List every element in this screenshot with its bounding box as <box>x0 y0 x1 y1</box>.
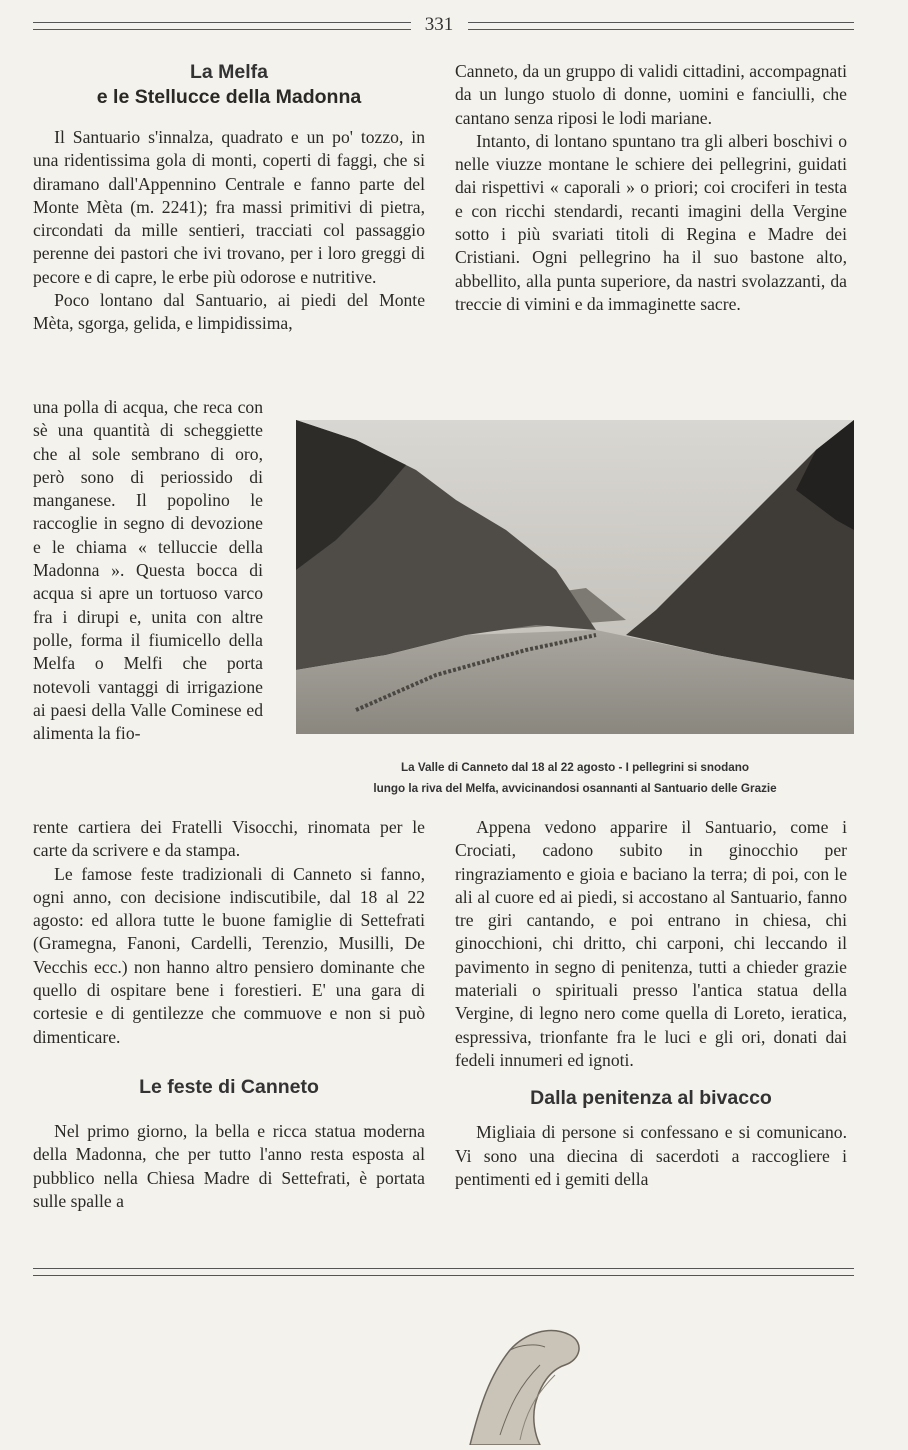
ornament-drawing <box>440 1305 640 1445</box>
left-column-narrow <box>33 396 263 745</box>
header-rule-left <box>33 22 411 30</box>
right-column-bottom <box>455 816 847 1191</box>
decorative-ornament <box>440 1305 640 1445</box>
paragraph: Intanto, di lontano spuntano tra gli alberi boschivi o nelle viuzze montane le schiere dei pellegrini, guidati dai rispettivi « caporali » o priori; coi crociferi in testa e con ricchi stendardi, recanti imagini della Vergine sotto i più svariati titoli di Regina e Madre dei Cristiani. Ogni pellegrino ha il suo bastone alto, abbellito, alla punta superiore, da nastri svolazzanti, da treccie di vimini e da immaginette sacre. <box>455 130 847 314</box>
article-subtitle: e le Stellucce della Madonna <box>96 86 362 108</box>
paragraph: Canneto, da un gruppo di validi cittadini, accompagnati da un lungo stuolo di donne, uomini e fanciulli, che cantano senza riposi le lodi mariane. <box>455 61 847 128</box>
paragraph: rente cartiera dei Fratelli Visocchi, rinomata per le carte da scrivere e da stampa. <box>33 817 425 861</box>
footer-rule <box>33 1268 854 1276</box>
valley-photo-image <box>296 420 854 734</box>
paragraph: Appena vedono apparire il Santuario, come i Crociati, cadono subito in ginocchio per ringraziamento e gioia e baciano la terra; di poi, con le ali al cuore ed ai piedi, si accostano al Santuario, fanno tre giri cantando, e poi entrano in chiesa, chi ginocchioni, chi dritto, chi carponi, chi leccando il pavimento in segno di penitenza, tutti a chieder grazie materiali o spirituali presso l'antica statua della Vergine, di legno nero come quella di Loreto, ieratica, espressiva, trionfante fra le luci e gli ori, donati dai fedeli innumeri ed ignoti. <box>455 817 847 1070</box>
photo-caption <box>296 757 854 799</box>
paragraph: Il Santuario s'innalza, quadrato e un po' tozzo, in una ridentissima gola di monti, coperti di faggi, che si diramano dall'Appennino Centrale e fanno parte del Monte Mèta (m. 2241); fra massi primitivi di pietra, circondati da mille sentieri, tracciati col passaggio perenne dei pastori che ivi trovano, per i loro greggi di pecore e di capre, le erbe più odorose e nutritive. <box>33 127 425 287</box>
caption-line: lungo la riva del Melfa, avvicinandosi osannanti al Santuario delle Grazie <box>373 782 777 795</box>
paragraph: una polla di acqua, che reca con sè una quantità di scheggiette che al sole sembrano di oro, però sono di periossido di manganese. Il popolino le raccoglie in segno di devozione e le chiama « telluccie della Madonna ». Questa bocca di acqua si apre un tortuoso varco fra i dirupi e, unita con altre polle, forma il fiumicello della Melfa o Melfi che porta notevoli vantaggi di irrigazione ai paesi della Valle Cominese ed alimenta la fio- <box>33 397 263 744</box>
section-heading: Le feste di Canneto <box>139 1075 319 1098</box>
section-heading: Dalla penitenza al bivacco <box>530 1087 772 1110</box>
caption-line: La Valle di Canneto dal 18 al 22 agosto - I pellegrini si snodano <box>400 761 750 774</box>
valley-photograph <box>296 420 854 734</box>
header-rule-right <box>468 22 854 30</box>
paragraph: Migliaia di persone si confessano e si comunicano. Vi sono una diecina di sacerdoti a raccogliere i pentimenti ed i gemiti della <box>455 1122 847 1189</box>
paragraph: Le famose feste tradizionali di Canneto si fanno, ogni anno, con decisione indiscutibile, dal 18 al 22 agosto: ed allora tutte le buone famiglie di Settefrati (Gramegna, Fanoni, Cardelli, Terenzio, Musilli, De Vecchis ecc.) non hanno altro pensiero dominante che quello di ospitare bene i forestieri. E' una gara di cortesie e di gentilezze che commuove e non si può dimenticare. <box>33 863 425 1047</box>
left-column-bottom <box>33 816 425 1213</box>
right-column-top <box>455 60 847 316</box>
paragraph: Poco lontano dal Santuario, ai piedi del Monte Mèta, sgorga, gelida, e limpidissima, <box>33 290 425 334</box>
page-number: 331 <box>424 14 454 35</box>
paragraph: Nel primo giorno, la bella e ricca statua moderna della Madonna, che per tutto l'anno resta esposta al pubblico nella Chiesa Madre di Settefrati, è portata sulle spalle a <box>33 1120 425 1211</box>
left-column-top <box>33 60 425 336</box>
article-title: La Melfa <box>189 61 269 83</box>
